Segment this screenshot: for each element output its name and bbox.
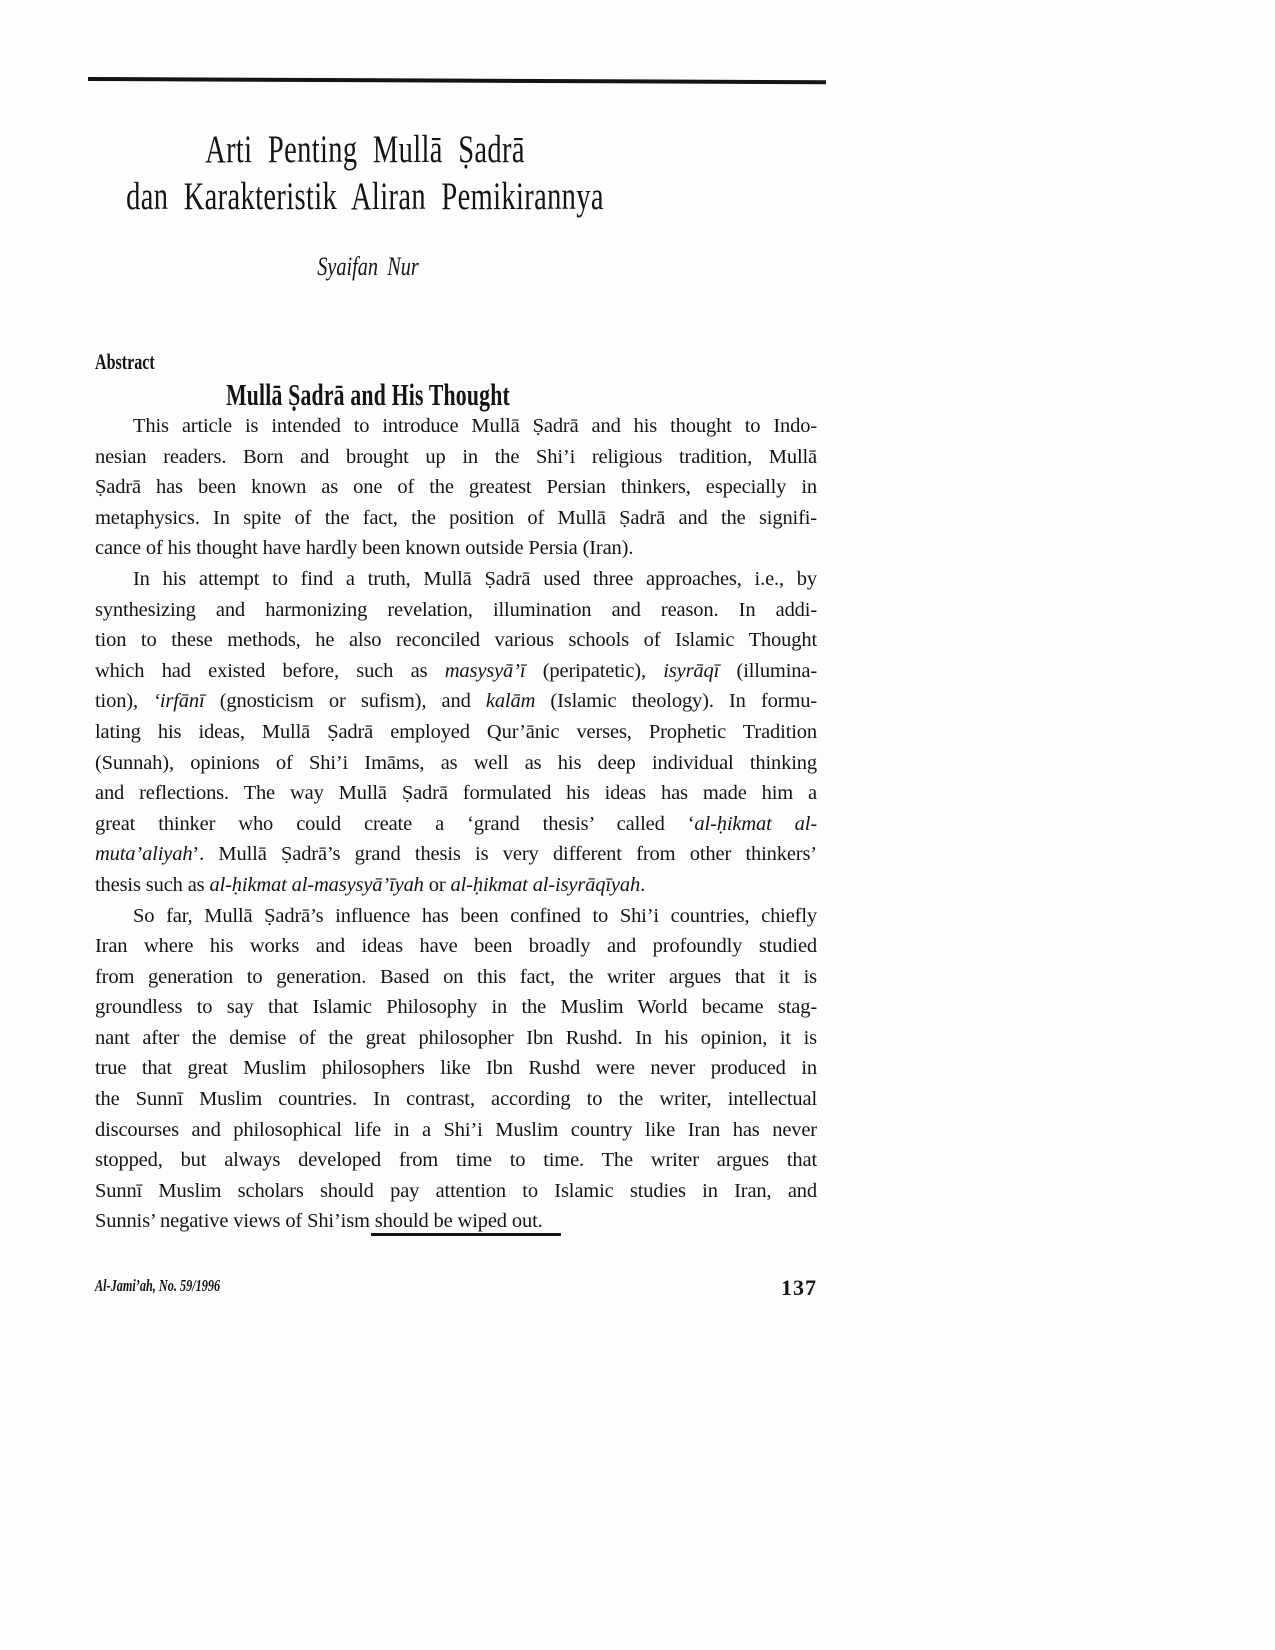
text-line: [95, 442, 817, 473]
text-segment: (illumina-: [719, 659, 817, 682]
italic-text-segment: isyrāqī: [663, 659, 720, 682]
text-segment: nant after the demise of the great philosopher Ibn Rushd. In his opinion, it is: [95, 1026, 817, 1049]
text-line: [95, 931, 817, 962]
text-line: [95, 1084, 817, 1115]
abstract-heading: Mullā Ṣadrā and His Thought: [226, 377, 510, 412]
text-line: [95, 748, 817, 779]
article-title: [101, 126, 628, 220]
text-segment: the Sunnī Muslim countries. In contrast, according to the writer, intellectual: [95, 1088, 817, 1111]
text-line: [95, 1115, 817, 1146]
text-line: [95, 870, 817, 901]
text-segment: great thinker who could create a ‘grand thesis’ called ‘: [95, 812, 695, 835]
text-segment: Iran where his works and ideas have been broadly and profoundly studied: [95, 935, 817, 958]
abstract-body: [95, 411, 817, 1237]
text-line: [95, 503, 817, 534]
text-segment: groundless to say that Islamic Philosophy in the Muslim World became stag-: [95, 996, 817, 1019]
text-segment: (Islamic theology). In formu-: [535, 690, 817, 713]
text-segment: and reflections. The way Mullā Ṣadrā formulated his ideas has made him a: [95, 782, 817, 805]
text-line: [95, 809, 817, 840]
text-line: [95, 1145, 817, 1176]
text-segment: Sunnī Muslim scholars should pay attention to Islamic studies in Iran, and: [95, 1179, 817, 1202]
italic-text-segment: muta’aliyah: [95, 843, 193, 866]
text-segment: or: [423, 873, 451, 896]
author-name: Syaifan Nur: [317, 252, 419, 281]
text-line: [95, 962, 817, 993]
text-line: [95, 1176, 817, 1207]
text-line: [95, 778, 817, 809]
text-segment: Sunnis’ negative views of Shi’ism should be wiped out.: [95, 1210, 543, 1233]
text-segment: (gnosticism or sufism), and: [204, 690, 486, 713]
text-segment: which had existed before, such as: [95, 659, 445, 682]
text-segment: synthesizing and harmonizing revelation, illumination and reason. In addi-: [95, 598, 817, 621]
text-line: [95, 839, 817, 870]
text-line: [95, 1023, 817, 1054]
text-line: [95, 595, 817, 626]
italic-text-segment: kalām: [485, 690, 536, 713]
italic-text-segment: al-ḥikmat al-: [694, 812, 817, 835]
text-line: [95, 625, 817, 656]
text-segment: thesis such as: [95, 873, 210, 896]
text-line: [95, 992, 817, 1023]
text-segment: So far, Mullā Ṣadrā’s influence has been confined to Shi’i countries, chiefly: [133, 904, 817, 927]
text-segment: Ṣadrā has been known as one of the greatest Persian thinkers, especially in: [95, 476, 817, 499]
italic-text-segment: masysyā’ī: [444, 659, 526, 682]
text-line: [95, 411, 817, 442]
separator-rule: [371, 1233, 561, 1236]
footer-journal-citation: Al-Jami’ah, No. 59/1996: [95, 1276, 221, 1295]
text-segment: ’. Mullā Ṣadrā’s grand thesis is very different from other thinkers’: [192, 843, 817, 866]
text-segment: tion to these methods, he also reconciled various schools of Islamic Thought: [95, 629, 817, 652]
text-segment: cance of his thought have hardly been known outside Persia (Iran).: [95, 537, 634, 560]
text-segment: nesian readers. Born and brought up in the Shi’i religious tradition, Mullā: [95, 445, 817, 468]
text-line: [95, 533, 817, 564]
text-segment: metaphysics. In spite of the fact, the position of Mullā Ṣadrā and the signifi-: [95, 506, 817, 529]
italic-text-segment: al-ḥikmat al-isyrāqīyah: [450, 873, 641, 896]
text-segment: (peripatetic),: [525, 659, 664, 682]
text-segment: In his attempt to find a truth, Mullā Ṣadrā used three approaches, i.e., by: [133, 567, 817, 590]
header-rule: [88, 77, 826, 84]
text-segment: .: [640, 873, 646, 896]
title-line-2: dan Karakteristik Aliran Pemikirannya: [126, 175, 604, 218]
title-line-1: Arti Penting Mullā Ṣadrā: [205, 128, 525, 171]
text-line: [95, 472, 817, 503]
text-line: [95, 1053, 817, 1084]
text-segment: stopped, but always developed from time to time. The writer argues that: [95, 1149, 817, 1172]
text-line: [95, 717, 817, 748]
text-line: [95, 564, 817, 595]
text-segment: tion),: [95, 690, 154, 713]
italic-text-segment: ‘irfānī: [153, 690, 205, 713]
text-segment: This article is intended to introduce Mullā Ṣadrā and his thought to Indo-: [133, 415, 817, 437]
italic-text-segment: al-ḥikmat al-masysyā’īyah: [209, 873, 424, 896]
text-segment: lating his ideas, Mullā Ṣadrā employed Qur’ānic verses, Prophetic Tradition: [95, 720, 817, 743]
text-line: [95, 686, 817, 717]
text-segment: from generation to generation. Based on this fact, the writer argues that it is: [95, 965, 817, 988]
text-line: [95, 656, 817, 687]
footer-page-number: 137: [781, 1275, 817, 1300]
text-segment: (Sunnah), opinions of Shi’i Imāms, as well as his deep individual thinking: [95, 751, 817, 774]
abstract-label: Abstract: [95, 349, 155, 374]
text-segment: discourses and philosophical life in a Shi’i Muslim country like Iran has never: [95, 1118, 817, 1141]
text-line: [95, 901, 817, 932]
text-segment: true that great Muslim philosophers like Ibn Rushd were never produced in: [95, 1057, 817, 1080]
